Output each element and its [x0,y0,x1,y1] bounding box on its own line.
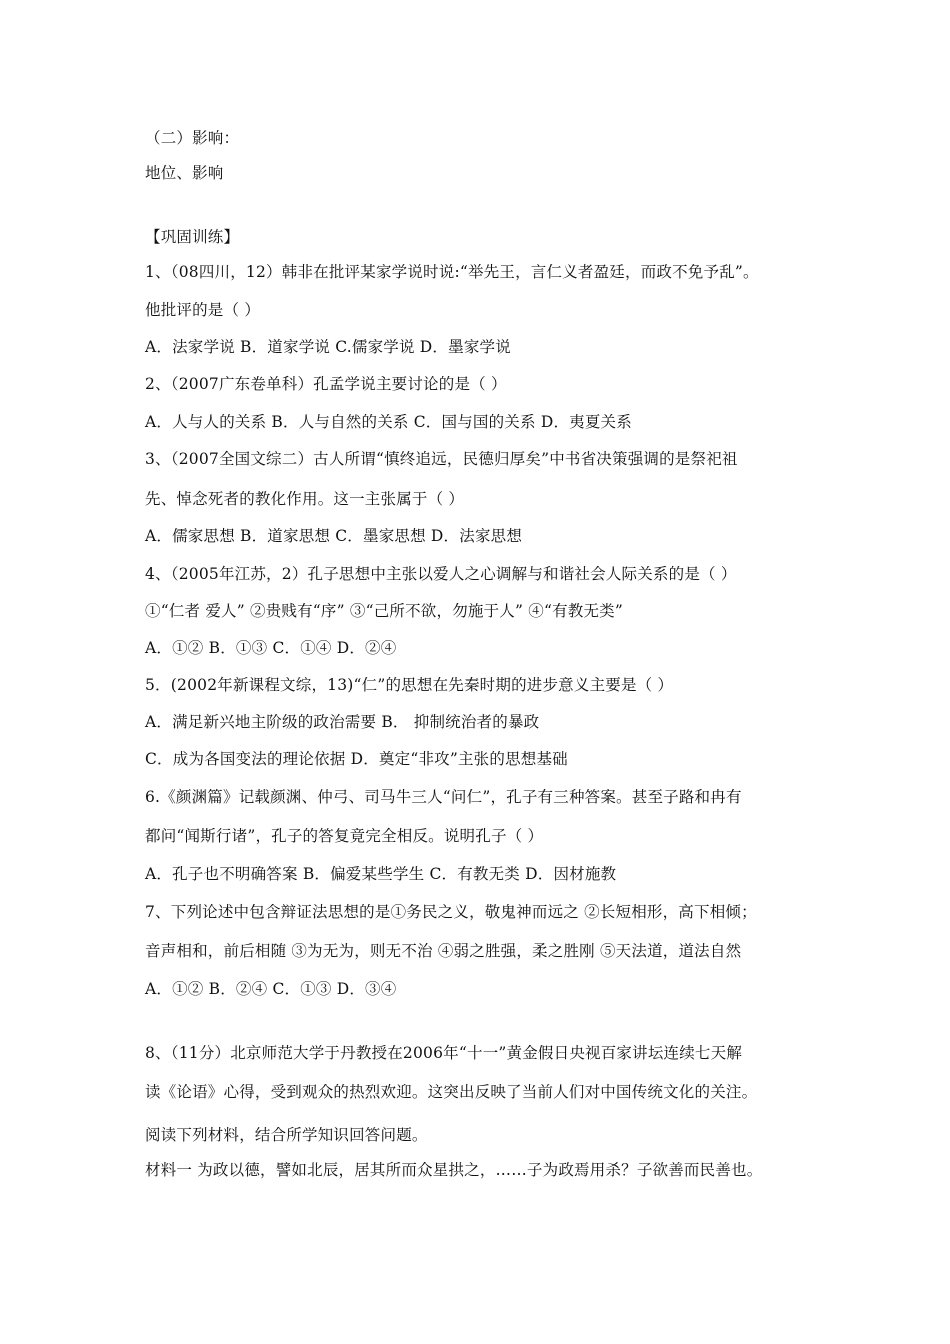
question-1-cont: 他批评的是（ ） [145,301,261,319]
question-4-statements: ①“仁者 爱人” ②贵贱有“序” ③“己所不欲，勿施于人” ④“有教无类” [145,602,624,620]
question-7-cont: 音声相和，前后相随 ③为无为，则无不治 ④弱之胜强，柔之胜刚 ⑤天法道，道法自然 [145,942,742,960]
question-8: 8、（11分）北京师范大学于丹教授在2006年“十一”黄金假日央视百家讲坛连续七天解 [145,1044,743,1062]
text-line: 地位、影响 [145,164,224,182]
question-3-cont: 先、悼念死者的教化作用。这一主张属于（ ） [145,490,465,508]
question-2: 2、（2007广东卷单科）孔孟学说主要讨论的是（ ） [145,375,507,393]
question-4-options: A．①② B．①③ C．①④ D．②④ [145,639,397,657]
question-3: 3、（2007全国文综二）古人所谓“慎终追远，民德归厚矣”中书省决策强调的是祭祀祖 [145,450,738,468]
question-8-cont: 读《论语》心得，受到观众的热烈欢迎。这突出反映了当前人们对中国传统文化的关注。 [145,1083,758,1101]
question-6-cont: 都问“闻斯行诸”，孔子的答复竟完全相反。说明孔子（ ） [145,827,544,845]
question-1-options: A．法家学说 B．道家学说 C.儒家学说 D．墨家学说 [145,338,511,356]
question-5: 5．(2002年新课程文综，13)“仁”的思想在先秦时期的进步意义主要是（ ） [145,676,674,694]
question-7-options: A．①② B．②④ C．①③ D．③④ [145,980,397,998]
question-5-options-cd: C．成为各国变法的理论依据 D．奠定“非攻”主张的思想基础 [145,750,568,768]
question-5-options-ab: A．满足新兴地主阶级的政治需要 B． 抑制统治者的暴政 [145,713,540,731]
question-6-options: A．孔子也不明确答案 B．偏爱某些学生 C．有教无类 D．因材施教 [145,865,617,883]
exercise-heading: 【巩固训练】 [145,228,240,246]
material-one: 材料一 为政以德，譬如北辰，居其所而众星拱之，……子为政焉用杀？子欲善而民善也。 [145,1161,763,1179]
question-1: 1、（08四川，12）韩非在批评某家学说时说:“举先王，言仁义者盈廷，而政不免予乱”。 [145,263,759,281]
question-6: 6.《颜渊篇》记载颜渊、仲弓、司马牛三人“问仁”，孔子有三种答案。甚至子路和冉有 [145,788,742,806]
question-8-instruction: 阅读下列材料，结合所学知识回答问题。 [145,1126,428,1144]
question-7: 7、下列论述中包含辩证法思想的是①务民之义，敬鬼神而远之 ②长短相形，高下相倾； [145,903,757,921]
question-3-options: A．儒家思想 B．道家思想 C．墨家思想 D．法家思想 [145,527,523,545]
section-heading-influence: （二）影响： [145,129,240,147]
question-4: 4、（2005年江苏，2）孔子思想中主张以爱人之心调解与和谐社会人际关系的是（ ） [145,565,737,583]
question-2-options: A．人与人的关系 B．人与自然的关系 C．国与国的关系 D．夷夏关系 [145,413,632,431]
